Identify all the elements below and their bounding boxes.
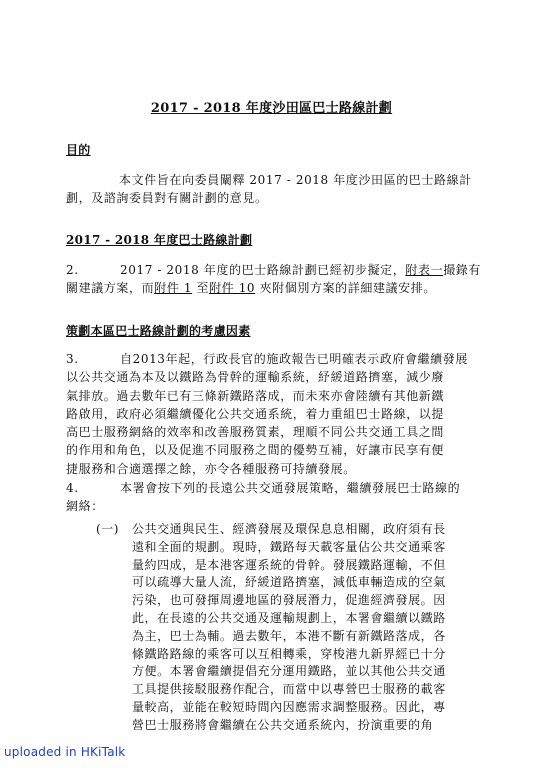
considerations-heading: 策劃本區巴士路線計劃的考慮因素	[66, 324, 251, 338]
document-title: 2017 - 2018 年度沙田區巴士路線計劃	[150, 101, 393, 116]
annex-1-link[interactable]: 附件 1	[154, 281, 193, 296]
paragraph-3-number: 3.	[66, 352, 79, 366]
schedule-link[interactable]: 附表一	[405, 263, 444, 277]
plan-heading: 2017 - 2018 年度巴士路線計劃	[66, 233, 253, 247]
annex-10-link[interactable]: 附件 10	[209, 281, 256, 296]
paragraph-4: 4. 本署會按下列的長遠公共交通發展策略，繼續發展巴士路線的 網絡：	[66, 481, 461, 514]
purpose-paragraph	[66, 171, 478, 208]
upload-watermark: uploaded in HKiTalk	[4, 745, 126, 759]
item-marker: (一)	[96, 522, 120, 536]
paragraph-3: 3. 自2013年起，行政長官的施政報告已明確表示政府會繼續發展 以公共交通為本及以鐵路為骨幹的運輸系統，紓緩道路擠塞，減少廢 氣排放。過去數年已有三條新鐵路落成，而未來亦會陸續有其他新鐵 路啟用，政府必須繼續優化公共交通系統，着力重組巴士路線，以提 高巴士服務網絡的效率和改善服務質素，理順不同公共交通工具之間 的作用和角色，以及促進不同服務之間的優勢互補，好讓市民享有便 捷服務和合適選擇之餘，亦令各種服務可持續發展。	[66, 352, 468, 476]
purpose-heading: 目的	[66, 143, 91, 157]
purpose-line-1: 本文件旨在向委員闡釋 2017 - 2018 年度沙田區的巴士路線計	[119, 173, 472, 187]
paragraph-4-number: 4.	[66, 481, 79, 495]
strategy-item-1	[96, 521, 484, 735]
paragraph-2-number: 2.	[66, 263, 79, 277]
paragraph-2: 2. 2017 - 2018 年度的巴士路線計劃已經初步擬定，附表一撮錄有 關建議方案，而附件 1 至附件 10 夾附個別方案的詳細建議安排。	[66, 263, 482, 296]
item-body: 公共交通與民生、經濟發展及環保息息相關，政府須有長 遠和全面的規劃。現時，鐵路每天載客量佔公共交通乘客 量約四成，是本港客運系統的骨幹。發展鐵路運輸，不但 可以疏導大量人流，紓緩道路擠塞，減低車輛造成的空氣 污染，也可發揮周邊地區的發展潛力，促進經濟發展。因 此，在長遠的公共交通及運輸規劃上，本署會繼續以鐵路 為主，巴士為輔。過去數年，本港不斷有新鐵路落成，各 條鐵路路線的乘客可以互相轉乘，穿梭港九新界經已十分 方便。本署會繼續提倡充分運用鐵路，並以其他公共交通 工具提供接駁服務作配合，而當中以專營巴士服務的載客 量較高，並能在較短時間內因應需求調整服務。因此，專 營巴士服務將會繼續在公共交通系統內，扮演重要的角	[132, 522, 446, 732]
purpose-line-2: 劃，及諮詢委員對有關計劃的意見。	[66, 191, 268, 206]
